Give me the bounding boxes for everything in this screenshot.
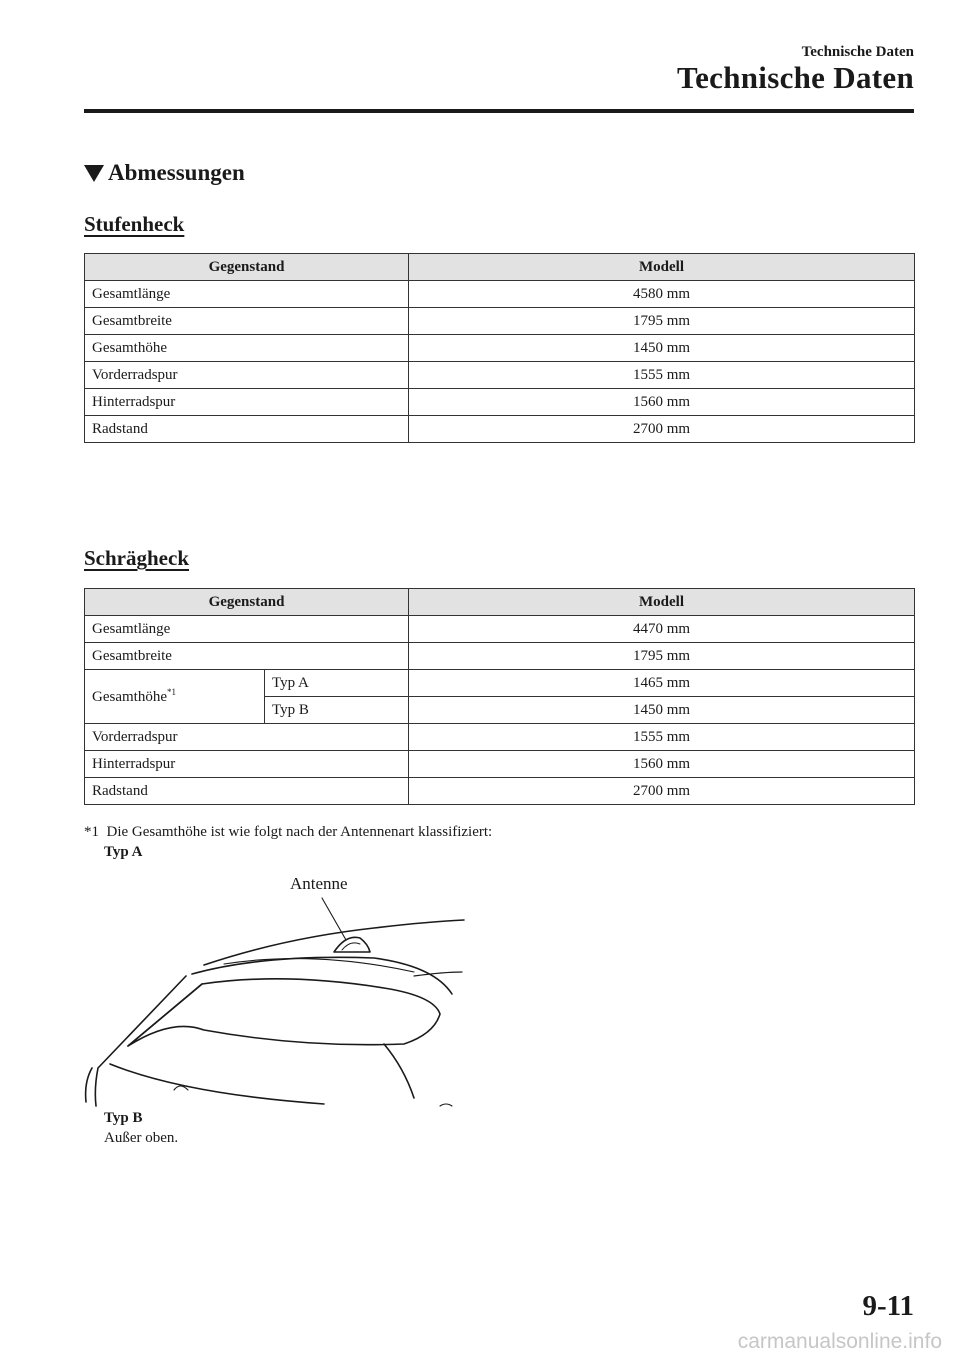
section-heading <box>84 160 245 186</box>
row-label: Hinterradspur <box>85 389 409 416</box>
car-rear-illustration <box>84 868 474 1108</box>
row-label: Vorderradspur <box>85 724 409 751</box>
col-header-item: Gegenstand <box>85 254 409 281</box>
footnote-text: Die Gesamthöhe ist wie folgt nach der Antennenart klassifiziert: <box>106 824 493 840</box>
col-header-item: Gegenstand <box>85 589 409 616</box>
col-header-model: Modell <box>409 589 915 616</box>
row-label: Gesamtlänge <box>85 281 409 308</box>
row-value: 1795 mm <box>409 643 915 670</box>
header-rule <box>84 109 914 113</box>
row-value: 1465 mm <box>409 670 915 697</box>
row-label: Gesamtlänge <box>85 616 409 643</box>
row-label: Radstand <box>85 416 409 443</box>
row-value: 1450 mm <box>409 697 915 724</box>
table-row <box>85 389 915 416</box>
col-header-model: Modell <box>409 254 915 281</box>
row-value: 2700 mm <box>409 778 915 805</box>
table-row <box>85 616 915 643</box>
table-stufenheck <box>84 253 915 443</box>
sub-label: Typ B <box>265 697 409 724</box>
subsection-title-schraegheck: Schrägheck <box>84 546 189 570</box>
table-row <box>85 643 915 670</box>
footnote-ref: *1 <box>166 687 176 697</box>
table-row <box>85 724 915 751</box>
row-label-height <box>85 670 265 724</box>
row-value: 1560 mm <box>409 751 915 778</box>
footnote-line <box>84 822 492 842</box>
type-b-block <box>104 1108 178 1148</box>
subsection-title-stufenheck: Stufenheck <box>84 212 185 236</box>
table-row <box>85 281 915 308</box>
table-row <box>85 778 915 805</box>
row-value: 4580 mm <box>409 281 915 308</box>
row-value: 4470 mm <box>409 616 915 643</box>
table-schraegheck <box>84 588 915 805</box>
section-title-text: Abmessungen <box>108 160 245 185</box>
watermark: carmanualsonline.info <box>737 1330 942 1353</box>
row-value: 1560 mm <box>409 389 915 416</box>
row-value: 1555 mm <box>409 362 915 389</box>
row-value: 1450 mm <box>409 335 915 362</box>
footnote-mark: *1 <box>84 824 99 840</box>
table-row <box>85 670 915 697</box>
row-value: 1795 mm <box>409 308 915 335</box>
row-label: Radstand <box>85 778 409 805</box>
row-label: Gesamtbreite <box>85 308 409 335</box>
table-row <box>85 335 915 362</box>
table-row <box>85 416 915 443</box>
chapter-title: Technische Daten <box>676 60 914 95</box>
row-label: Gesamthöhe <box>85 335 409 362</box>
triangle-down-icon <box>84 165 104 182</box>
row-label: Vorderradspur <box>85 362 409 389</box>
type-b-text: Außer oben. <box>104 1130 179 1146</box>
row-label: Hinterradspur <box>85 751 409 778</box>
row-value: 1555 mm <box>409 724 915 751</box>
sub-label: Typ A <box>265 670 409 697</box>
table-row <box>85 308 915 335</box>
page-number: 9-11 <box>862 1290 914 1322</box>
table-header-row <box>85 254 915 281</box>
antenna-figure <box>84 868 474 1108</box>
type-b-title: Typ B <box>104 1110 143 1126</box>
height-label-text: Gesamthöhe <box>92 689 167 705</box>
row-value: 2700 mm <box>409 416 915 443</box>
table-header-row <box>85 589 915 616</box>
footnote-type-a: Typ A <box>104 844 143 860</box>
table-row <box>85 751 915 778</box>
running-header: Technische Daten <box>801 44 914 60</box>
figure-label: Antenne <box>290 874 348 893</box>
footnote <box>84 822 492 862</box>
table-row <box>85 362 915 389</box>
row-label: Gesamtbreite <box>85 643 409 670</box>
